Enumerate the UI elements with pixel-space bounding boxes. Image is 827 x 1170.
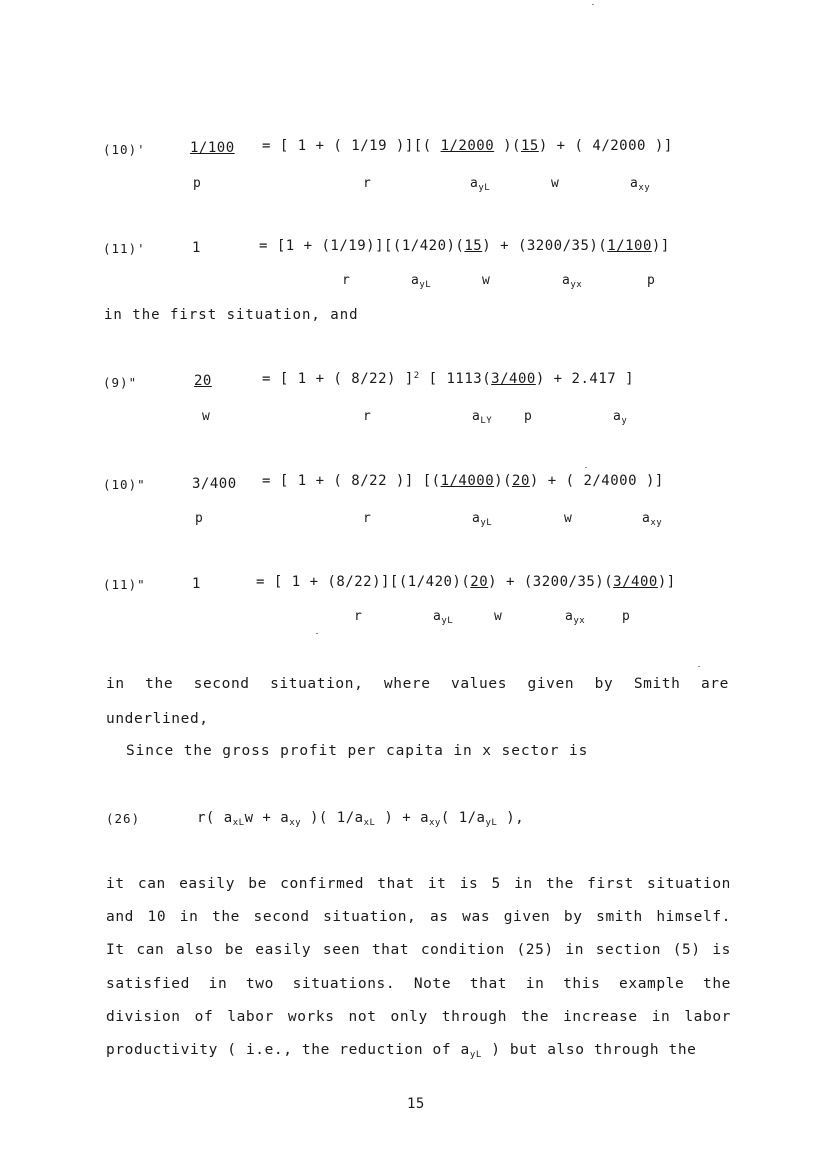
equation-label: (11)" bbox=[103, 577, 146, 592]
body-text-line: and 10 in the second situation, as was given by smith himself. bbox=[106, 909, 731, 925]
body-text-line: productivity ( i.e., the reduction of $a_{yL}$ ) but also through the bbox=[106, 1042, 697, 1060]
variable-label: $a_{yL}$ bbox=[470, 176, 491, 193]
variable-label: w bbox=[494, 609, 503, 624]
equation-rhs: = [ 1 + (8/22)][(1/420)(20) + (3200/35)(3/400)] bbox=[256, 574, 676, 590]
variable-label: $a_{yL}$ bbox=[472, 511, 493, 528]
body-text-line: in the second situation, where values given by Smith are bbox=[106, 676, 729, 692]
variable-label: r bbox=[363, 176, 372, 191]
body-text-line: satisfied in two situations. Note that in this example the bbox=[106, 976, 731, 992]
variable-label: $a_{LY}$ bbox=[472, 409, 493, 426]
equation-label: (11)' bbox=[103, 241, 146, 256]
variable-label: w bbox=[551, 176, 560, 191]
variable-label: $a_{xy}$ bbox=[642, 511, 663, 528]
variable-label: r bbox=[342, 273, 351, 288]
variable-label: p bbox=[193, 176, 202, 191]
scan-speck bbox=[592, 4, 594, 5]
variable-label: $a_{yx}$ bbox=[565, 609, 586, 626]
equation-lhs: 3/400 bbox=[192, 476, 237, 492]
scan-speck bbox=[585, 467, 587, 468]
body-text-line: It can also be easily seen that condition (25) in section (5) is bbox=[106, 942, 731, 958]
variable-label: w bbox=[202, 409, 211, 424]
equation-rhs: = [ 1 + ( 1/19 )][( 1/2000 )(15) + ( 4/2000 )] bbox=[262, 138, 673, 154]
equation-label: (9)" bbox=[103, 375, 138, 390]
variable-label: $a_{yL}$ bbox=[433, 609, 454, 626]
equation-26: r( $a_{xL}w + a_{xy}$ )( $1/a_{xL}$ ) + $a_{xy}$( $1/a_{yL}$ ), bbox=[197, 810, 525, 828]
equation-rhs: = [ 1 + ( 8/22 )] [(1/4000)(20) + ( 2/4000 )] bbox=[262, 473, 664, 489]
variable-label: r bbox=[363, 409, 372, 424]
variable-label: p bbox=[622, 609, 631, 624]
body-text-line: underlined, bbox=[106, 711, 209, 727]
equation-rhs: = [1 + (1/19)][(1/420)(15) + (3200/35)(1/100)] bbox=[259, 238, 670, 254]
equation-lhs: 1/100 bbox=[190, 140, 235, 156]
variable-label: $a_y$ bbox=[613, 409, 628, 426]
variable-label: $a_{yL}$ bbox=[411, 273, 432, 290]
body-text-line: it can easily be confirmed that it is 5 in the first situation bbox=[106, 876, 731, 892]
variable-label: p bbox=[524, 409, 533, 424]
body-text: in the first situation, and bbox=[104, 307, 359, 323]
equation-label: (26) bbox=[106, 811, 141, 826]
body-text-line: division of labor works not only through the increase in labor bbox=[106, 1009, 731, 1025]
scan-speck bbox=[698, 666, 700, 667]
equation-lhs: 20 bbox=[194, 373, 212, 389]
equation-lhs: 1 bbox=[192, 240, 201, 256]
scan-speck bbox=[316, 633, 318, 634]
page-number: 15 bbox=[407, 1096, 425, 1112]
variable-label: w bbox=[482, 273, 491, 288]
variable-label: p bbox=[647, 273, 656, 288]
equation-label: (10)' bbox=[103, 142, 146, 157]
equation-label: (10)" bbox=[103, 477, 146, 492]
variable-label: $a_{yx}$ bbox=[562, 273, 583, 290]
variable-label: $a_{xy}$ bbox=[630, 176, 651, 193]
body-text-line: Since the gross profit per capita in x sector is bbox=[126, 743, 589, 759]
equation-rhs: = [ 1 + ( 8/22) ]$^2$ [ 1113(3/400) + 2.417 ] bbox=[262, 371, 635, 387]
variable-label: r bbox=[363, 511, 372, 526]
variable-label: w bbox=[564, 511, 573, 526]
equation-lhs: 1 bbox=[192, 576, 201, 592]
variable-label: p bbox=[195, 511, 204, 526]
variable-label: r bbox=[354, 609, 363, 624]
